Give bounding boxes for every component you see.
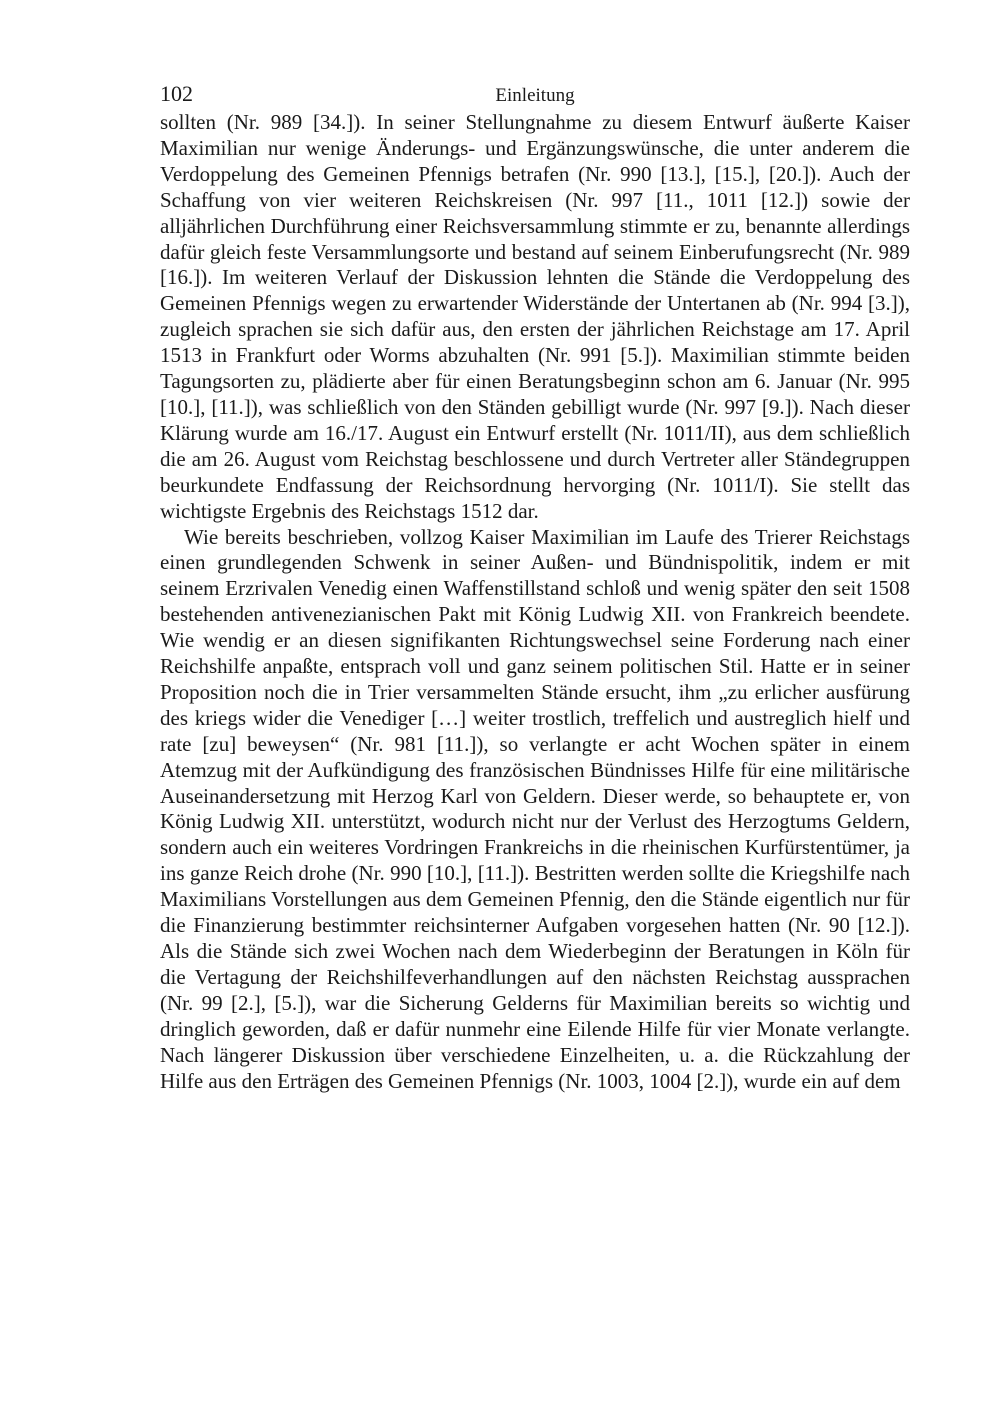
section-title: Einleitung [495, 85, 575, 106]
running-head [160, 78, 910, 110]
paragraph-continuation: sollten (Nr. 989 [34.]). In seiner Stellungnahme zu diesem Entwurf äußerte Kaiser Maximilian nur wenige Änderungs- und Ergänzungswünsche, die unter anderem die Verdoppelung des Gemeinen Pfennigs betrafen (Nr. 990 [13.], [15.], [20.]). Auch der Schaffung von vier weiteren Reichskreisen (Nr. 997 [11., 1011 [12.]) sowie der alljährlichen Durchführung einer Reichsversammlung stimmte er zu, benannte allerdings dafür gleich feste Versammlungsorte und bestand auf seinem Einberufungsrecht (Nr. 989 [16.]). Im weiteren Verlauf der Diskussion lehnten die Stände die Verdoppelung des Gemeinen Pfennigs wegen zu erwartender Widerstände der Untertanen ab (Nr. 994 [3.]), zugleich sprachen sie sich dafür aus, den ersten der jährlichen Reichstage am 17. April 1513 in Frankfurt oder Worms abzuhalten (Nr. 991 [5.]). Maximilian stimmte beiden Tagungsorten zu, plädierte aber für einen Beratungsbeginn schon am 6. Januar (Nr. 995 [10.], [11.]), was schließlich von den Ständen gebilligt wurde (Nr. 997 [9.]). Nach dieser Klärung wurde am 16./17. August ein Entwurf erstellt (Nr. 1011/II), aus dem schließlich die am 26. August vom Reichstag beschlossene und durch Vertreter aller Ständegruppen beurkundete Endfassung der Reichsordnung hervorging (Nr. 1011/I). Sie stellt das wichtigste Ergebnis des Reichstags 1512 dar. [160, 110, 910, 523]
page [160, 78, 910, 1094]
paragraph-maximilian-policy: Wie bereits beschrieben, vollzog Kaiser Maximilian im Laufe des Trierer Reichstags einen grundlegenden Schwenk in seiner Außen- und Bündnispolitik, indem er mit seinem Erzrivalen Venedig einen Waffenstillstand schloß und wenig später den seit 1508 bestehenden antivenezianischen Pakt mit König Ludwig XII. von Frankreich beendete. Wie wendig er an diesen signifikanten Richtungswechsel seine Forderung nach einer Reichshilfe anpaßte, entsprach voll und ganz seinem politischen Stil. Hatte er in seiner Proposition noch die in Trier versammelten Stände ersucht, ihm „zu erlicher ausfürung des kriegs wider die Venediger […] weiter trostlich, treffelich und austreglich hielf und rate [zu] beweysen“ (Nr. 981 [11.]), so verlangte er acht Wochen später in einem Atemzug mit der Aufkündigung des französischen Bündnisses Hilfe für eine militärische Auseinandersetzung mit Herzog Karl von Geldern. Dieser werde, so behauptete er, von König Ludwig XII. unterstützt, wodurch nicht nur der Verlust des Herzogtums Geldern, sondern auch ein weiteres Vordringen Frankreichs in die rheinischen Kurfürstentümer, ja ins ganze Reich drohe (Nr. 990 [10.], [11.]). Bestritten werden sollte die Kriegshilfe nach Maximilians Vorstellungen aus dem Gemeinen Pfennig, den die Stände eigentlich nur für die Finanzierung bestimmter reichsinterner Aufgaben vorgesehen hatten (Nr. 90 [12.]). Als die Stände sich zwei Wochen nach dem Wiederbeginn der Beratungen in Köln für die Vertagung der Reichshilfeverhandlungen auf den nächsten Reichstag aussprachen (Nr. 99 [2.], [5.]), war die Sicherung Gelderns für Maximilian bereits so wichtig und dringlich geworden, daß er dafür nunmehr eine Eilende Hilfe für vier Monate verlangte. Nach längerer Diskussion über verschiedene Einzelheiten, u. a. die Rückzahlung der Hilfe aus den Erträgen des Gemeinen Pfennigs (Nr. 1003, 1004 [2.]), wurde ein auf dem [160, 524, 910, 1093]
body-text [160, 110, 910, 1094]
page-number: 102 [160, 81, 193, 106]
